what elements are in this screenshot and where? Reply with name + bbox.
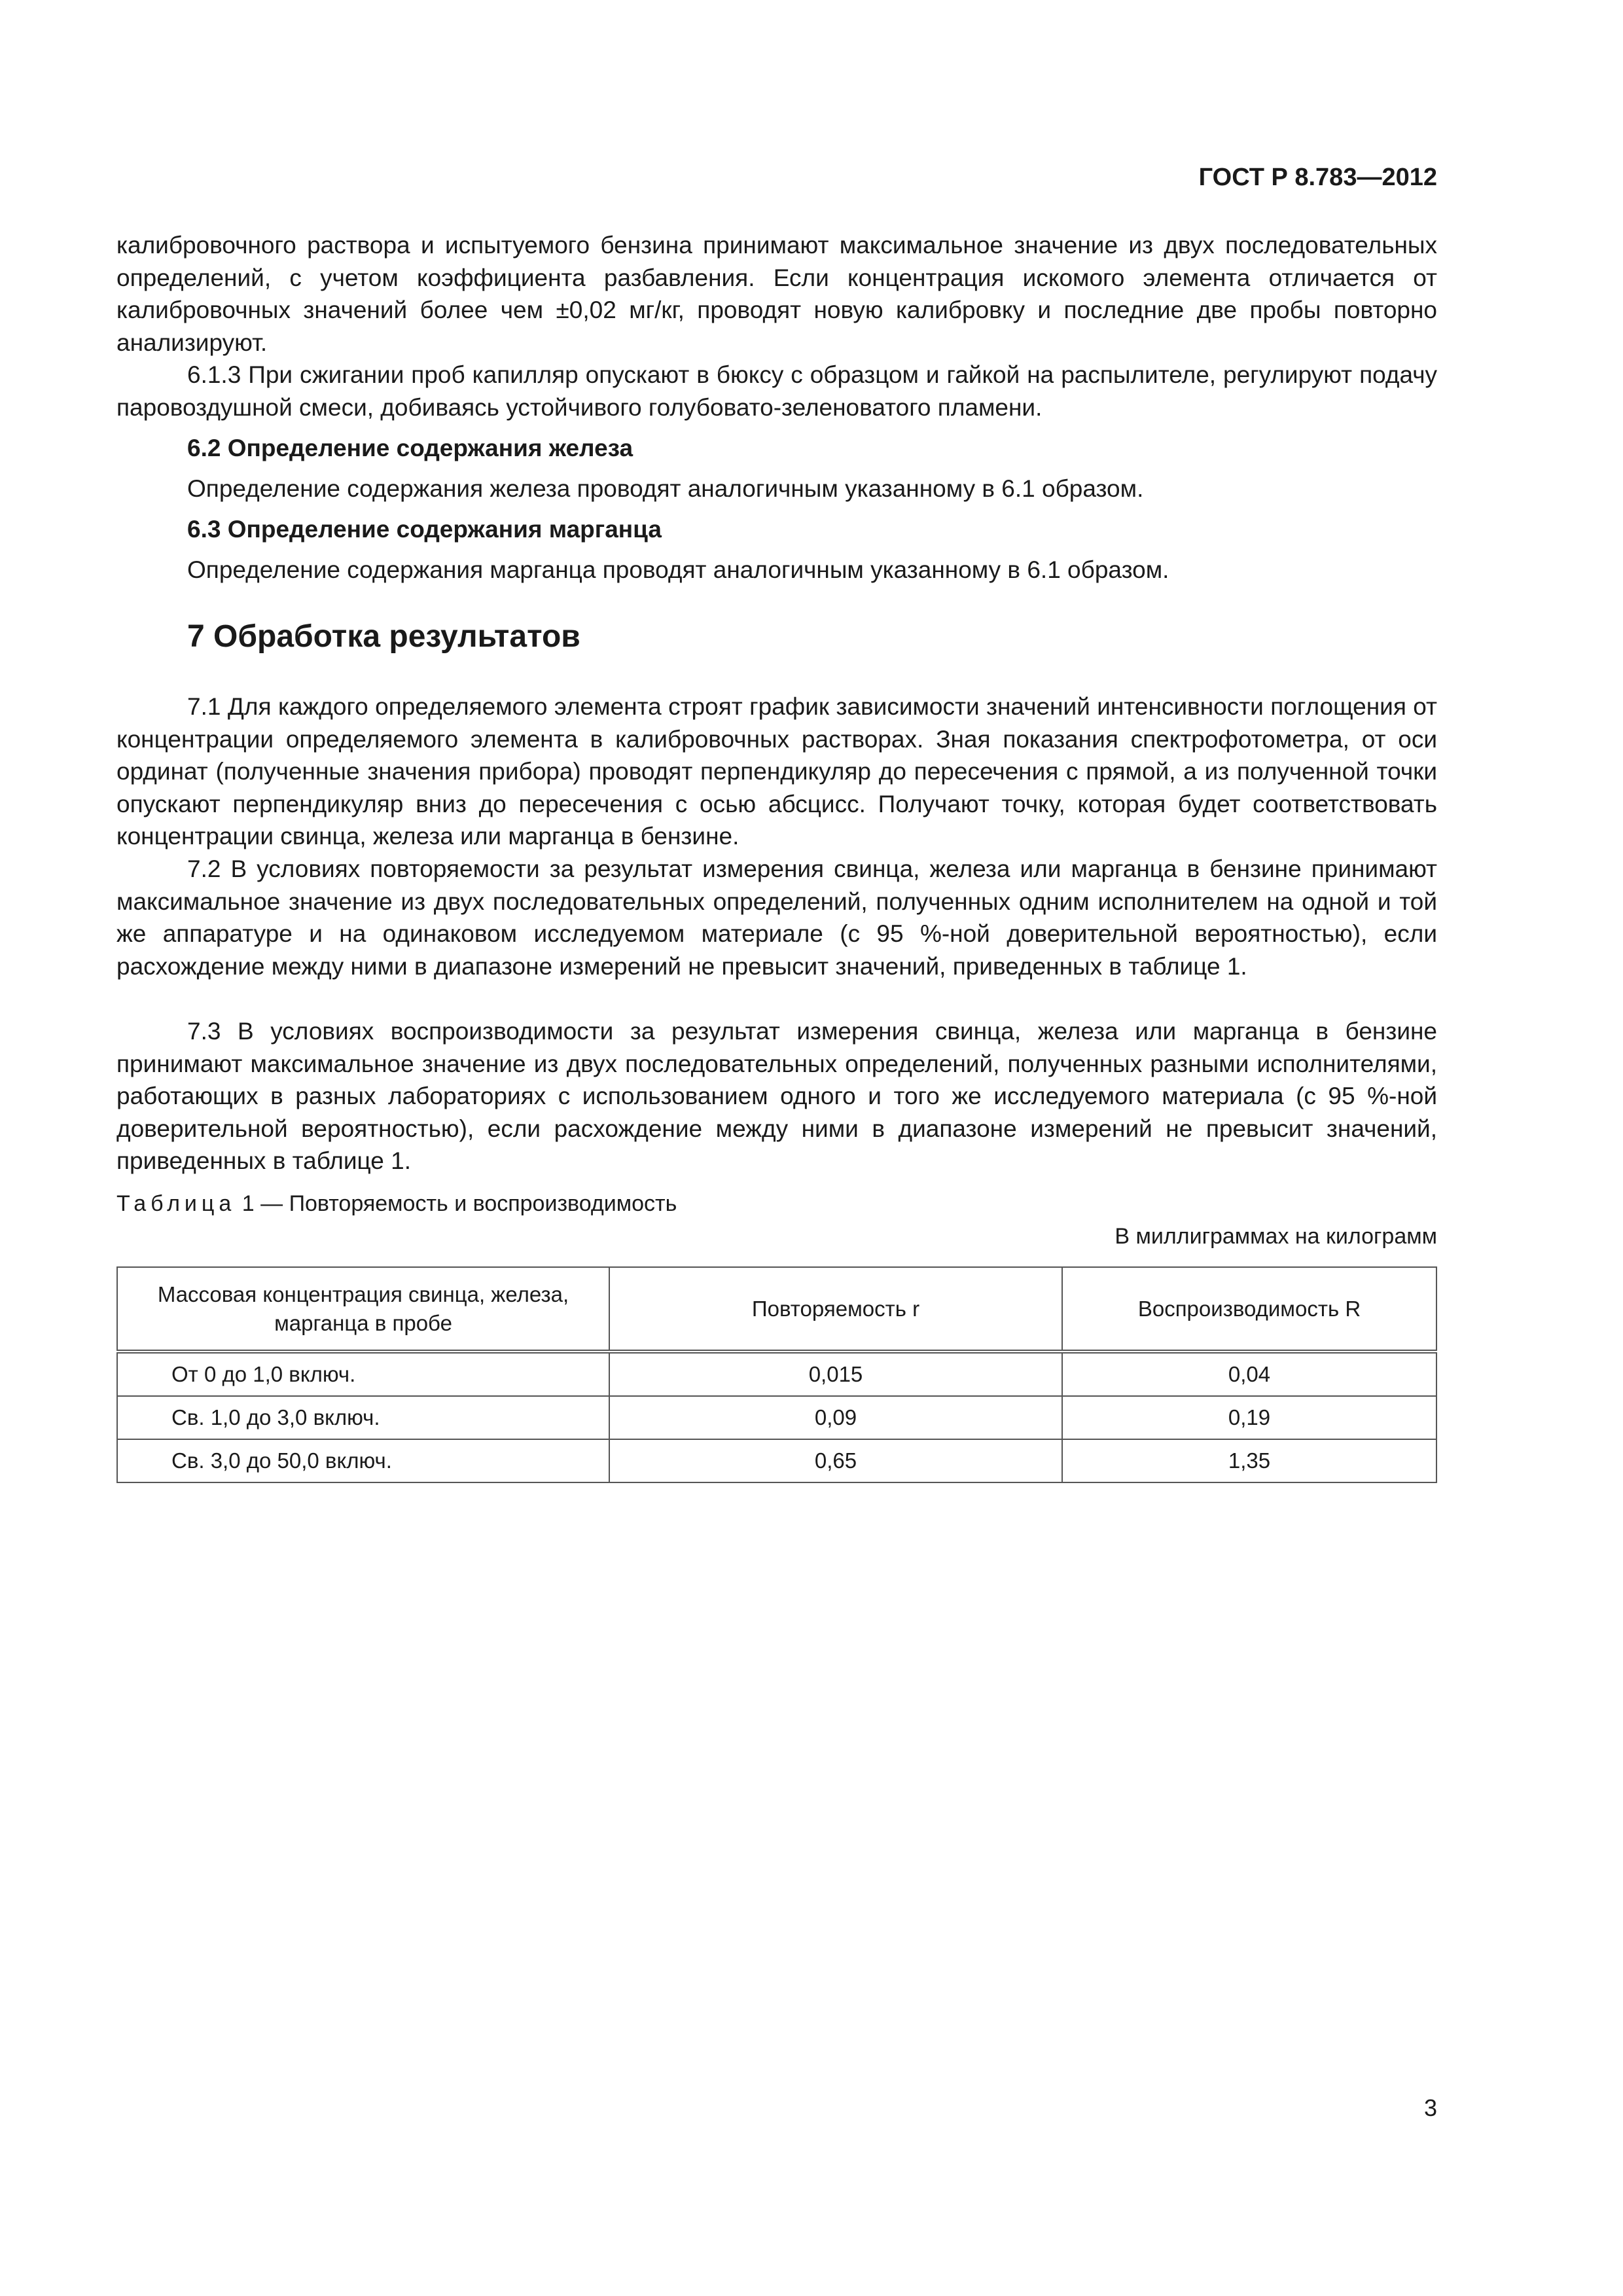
table-header-row <box>117 1267 1436 1352</box>
repeatability-table <box>116 1266 1437 1483</box>
table-row <box>117 1439 1436 1482</box>
table-cell-repeatability: 0,09 <box>609 1396 1062 1439</box>
document-header: ГОСТ Р 8.783—2012 <box>1198 164 1437 191</box>
paragraph-6-2: Определение содержания железа проводят аналогичным указанному в 6.1 образом. <box>187 475 1144 502</box>
subsection-heading-6-2: 6.2 Определение содержания железа <box>187 435 633 461</box>
table-header-concentration: Массовая концентрация свинца, железа, марганца в пробе <box>117 1267 609 1352</box>
page-number: 3 <box>1423 2094 1437 2121</box>
table-caption-title: 1 — Повторяемость и воспроизводимость <box>241 1191 677 1216</box>
paragraph-7-2: 7.2 В условиях повторяемости за результат измерения свинца, железа или марганца в бензине принимают максимальное значение из двух последовательных определений, полученных одним исполнителем на одной и той же аппаратуре и на одинаковом исследуемом материале (с 95 %-ной доверительной вероятностью), если расхождение между ними в диапазоне измерений не превысит значений, приведенных в таблице 1. <box>116 855 1437 980</box>
table-cell-reproducibility: 1,35 <box>1062 1439 1436 1482</box>
paragraph-7-3: 7.3 В условиях воспроизводимости за результат измерения свинца, железа или марганца в бензине принимают максимальное значение из двух последовательных определений, полученных разными исполнителями, работающих в разных лабораториях с использованием одного и того же исследуемого материала (с 95 %-ной доверительной вероятностью), если расхождение между ними в диапазоне измерений не превысит значений, приведенных в таблице 1. <box>116 1018 1437 1175</box>
table-cell-repeatability: 0,015 <box>609 1352 1062 1396</box>
paragraph-7-1: 7.1 Для каждого определяемого элемента строят график зависимости значений интенсивности поглощения от концентрации определяемого элемента в калибровочных растворах. Зная показания спектрофотометра, от оси ординат (полученные значения прибора) проводят перпендикуляр до пересечения с прямой, а из полученной точки опускают перпендикуляр вниз до пересечения с осью абсцисс. Получают точку, которая будет соответствовать концентрации свинца, железа или марганца в бензине. <box>116 693 1437 850</box>
table-caption-prefix: Таблица <box>116 1191 236 1216</box>
paragraph-continuation: калибровочного раствора и испытуемого бензина принимают максимальное значение из двух последовательных определений, с учетом коэффициента разбавления. Если концентрация искомого элемента отличается от калибровочных значений более чем ±0,02 мг/кг, проводят новую калибровку и последние две пробы повторно анализируют. <box>116 232 1437 356</box>
section-heading-7: 7 Обработка результатов <box>187 619 580 654</box>
table-cell-range: Св. 3,0 до 50,0 включ. <box>117 1439 609 1482</box>
table-cell-reproducibility: 0,19 <box>1062 1396 1436 1439</box>
table-caption <box>116 1191 677 1217</box>
subsection-heading-6-3: 6.3 Определение содержания марганца <box>187 516 662 543</box>
table-header-reproducibility: Воспроизводимость R <box>1062 1267 1436 1352</box>
paragraph-6-3: Определение содержания марганца проводят аналогичным указанному в 6.1 образом. <box>187 556 1169 583</box>
table-header-repeatability: Повторяемость r <box>609 1267 1062 1352</box>
table-units: В миллиграммах на килограмм <box>1115 1224 1437 1249</box>
table-cell-reproducibility: 0,04 <box>1062 1352 1436 1396</box>
table-cell-range: Св. 1,0 до 3,0 включ. <box>117 1396 609 1439</box>
table-row <box>117 1352 1436 1396</box>
paragraph-6-1-3: 6.1.3 При сжигании проб капилляр опускают в бюксу с образцом и гайкой на распылителе, регулируют подачу паровоздушной смеси, добиваясь устойчивого голубовато-зеленоватого пламени. <box>116 361 1437 421</box>
table-cell-repeatability: 0,65 <box>609 1439 1062 1482</box>
table-cell-range: От 0 до 1,0 включ. <box>117 1352 609 1396</box>
table-row <box>117 1396 1436 1439</box>
